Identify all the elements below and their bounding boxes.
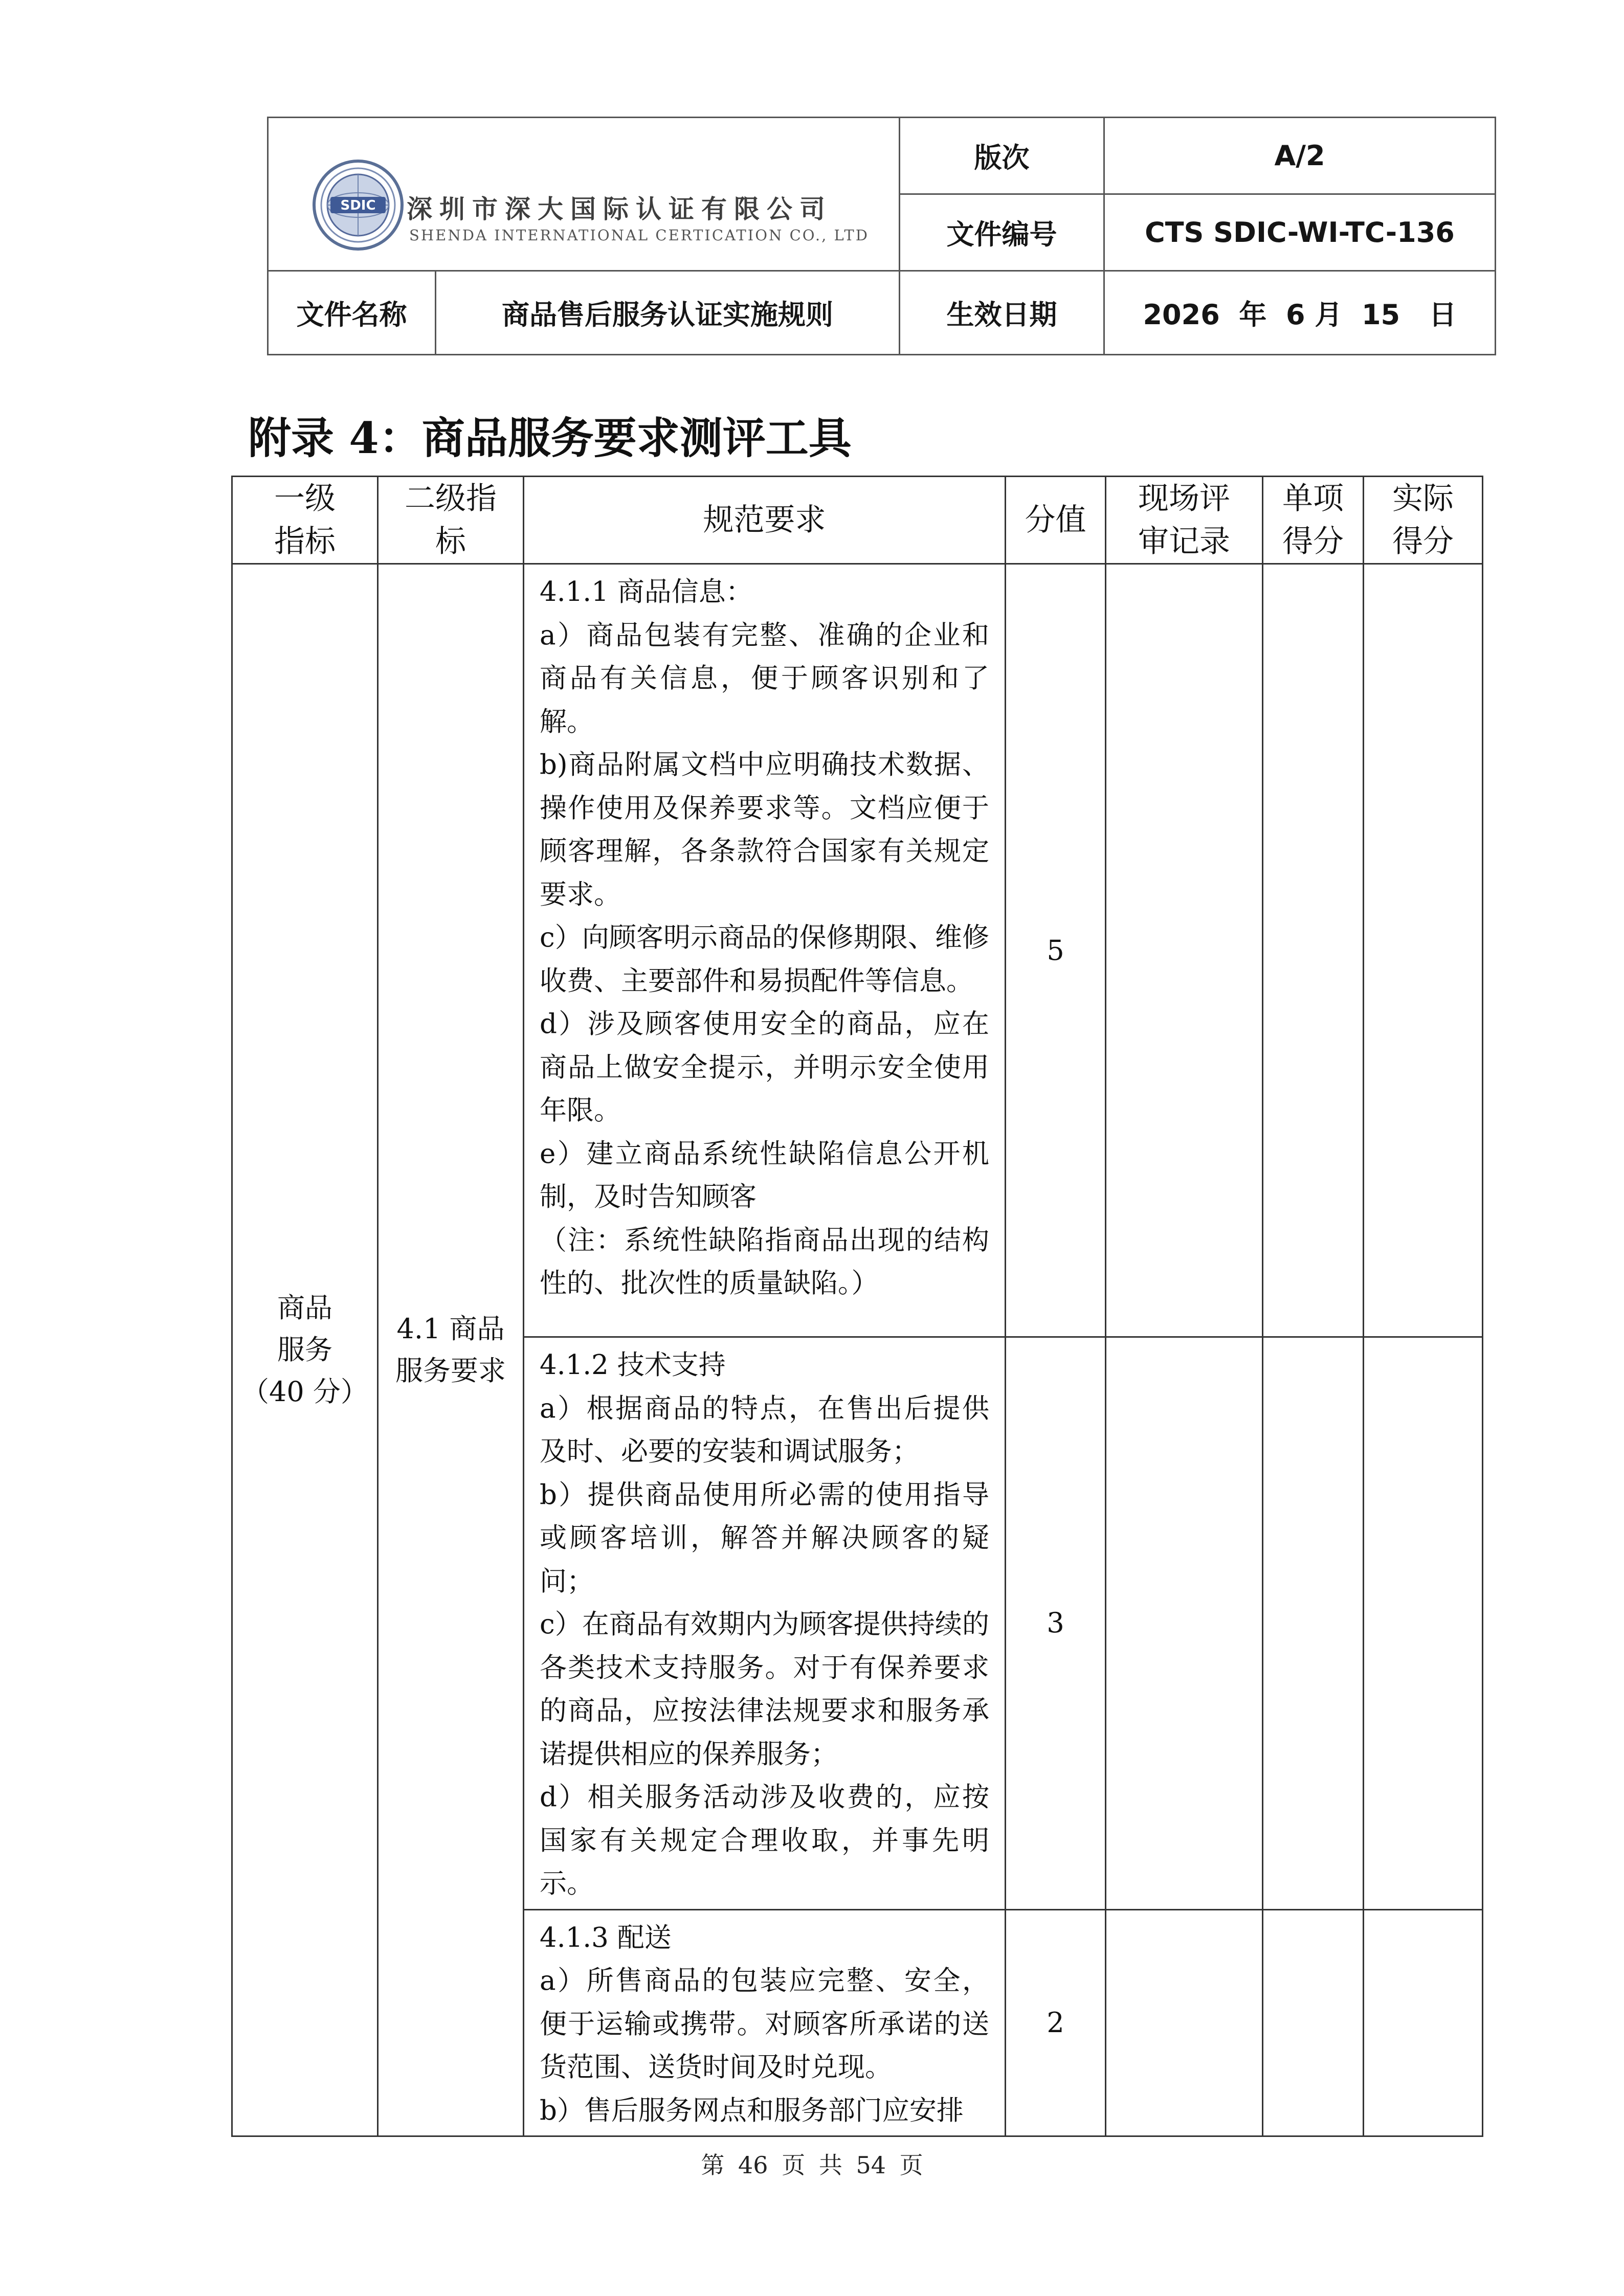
item-score-cell[interactable] [1263,564,1364,1337]
onsite-record-cell[interactable] [1106,1909,1263,2136]
requirement-line: d）相关服务活动涉及收费的，应按国家有关规定合理收取，并事先明示。 [540,1782,989,1899]
page-number: 第 46 页 共 54 页 [701,2151,923,2179]
level1-indicator: 商品 服务 （40 分） [232,564,378,2136]
level2-indicator: 4.1 商品 服务要求 [378,564,524,2136]
col-header-level1: 一级 指标 [232,477,378,564]
actual-score-cell[interactable] [1364,1337,1483,1910]
score-cell: 5 [1006,564,1106,1337]
requirement-line: a）商品包装有完整、准确的企业和商品有关信息，便于顾客识别和了解。 [540,619,989,737]
company-name-en: SHENDA INTERNATIONAL CERTICATION CO., LTD [409,227,869,244]
actual-score-cell[interactable] [1364,1909,1483,2136]
item-score-cell[interactable] [1263,1337,1364,1910]
onsite-record-cell[interactable] [1106,564,1263,1337]
requirement-line: b）售后服务网点和服务部门应安排 [540,2095,964,2126]
svg-text:SDIC: SDIC [340,198,376,213]
file-name-label: 文件名称 [268,271,436,355]
version-value: A/2 [1104,118,1496,194]
effective-date-label: 生效日期 [900,271,1104,355]
total-pages: 54 [856,2151,886,2179]
company-logo-cell [268,118,900,271]
score-cell: 2 [1006,1909,1106,2136]
current-page: 46 [738,2151,768,2179]
doc-no-label: 文件编号 [900,194,1104,271]
company-logo [312,144,875,277]
requirement-line: 4.1.3 配送 [540,1922,672,1953]
col-header-requirements: 规范要求 [524,477,1006,564]
document-header [267,117,1496,355]
appendix-title: 附录 4：商品服务要求测评工具 [248,413,852,463]
actual-score-cell[interactable] [1364,564,1483,1337]
requirement-cell [524,564,1006,1337]
requirement-line: b）提供商品使用所必需的使用指导或顾客培训，解答并解决顾客的疑问； [540,1479,989,1597]
onsite-record-cell[interactable] [1106,1337,1263,1910]
requirement-line: 4.1.2 技术支持 [540,1349,726,1381]
requirement-line: 4.1.1 商品信息： [540,576,753,607]
requirement-line: e）建立商品系统性缺陷信息公开机制，及时告知顾客 [540,1138,989,1212]
requirement-line: a）根据商品的特点，在售出后提供及时、必要的安装和调试服务； [540,1392,989,1467]
table-header-row [232,477,1483,564]
file-name-value: 商品售后服务认证实施规则 [436,271,900,355]
col-header-item-score: 单项 得分 [1263,477,1364,564]
item-score-cell[interactable] [1263,1909,1364,2136]
doc-no-value: CTS SDIC-WI-TC-136 [1104,194,1496,271]
requirement-line: a）所售商品的包装应完整、安全，便于运输或携带。对顾客所承诺的送货范围、送货时间及时兑现。 [540,1965,989,2083]
effective-date-value: 2026 年 6 月 15 日 [1104,271,1496,355]
version-label: 版次 [900,118,1104,194]
requirement-cell [524,1337,1006,1910]
requirement-line: c）在商品有效期内为顾客提供持续的各类技术支持服务。对于有保养要求的商品，应按法律法规要求和服务承诺提供相应的保养服务； [540,1609,989,1770]
company-name-cn: 深圳市深大国际认证有限公司 [407,194,832,224]
requirement-line: b)商品附属文档中应明确技术数据、操作使用及保养要求等。文档应便于顾客理解，各条款符合国家有关规定要求。 [540,749,989,910]
score-cell: 3 [1006,1337,1106,1910]
col-header-score: 分值 [1006,477,1106,564]
company-seal-icon [312,159,404,251]
requirement-line: c）向顾客明示商品的保修期限、维修收费、主要部件和易损配件等信息。 [540,922,989,997]
requirement-line: （注：系统性缺陷指商品出现的结构性的、批次性的质量缺陷。） [540,1224,989,1299]
requirement-cell [524,1909,1006,2136]
col-header-level2: 二级指 标 [378,477,524,564]
requirement-line: d）涉及顾客使用安全的商品，应在商品上做安全提示，并明示安全使用年限。 [540,1008,989,1126]
table-row [232,564,1483,1337]
col-header-actual-score: 实际 得分 [1364,477,1483,564]
col-header-onsite-record: 现场评 审记录 [1106,477,1263,564]
evaluation-table [231,476,1483,2137]
